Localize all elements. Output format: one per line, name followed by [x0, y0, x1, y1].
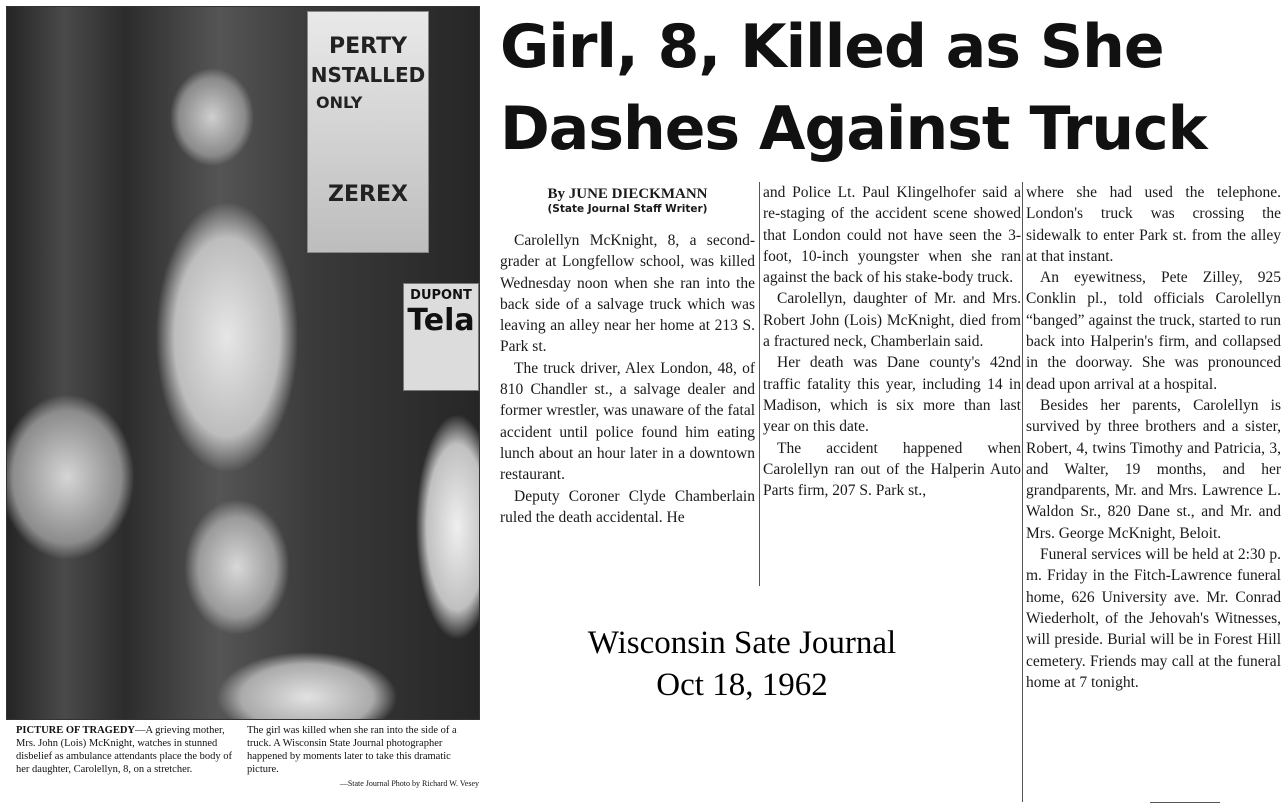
caption-text: —A grieving mother, Mrs. John (Lois) McKnight, watches in stunned disbelief as ambulance attendants place the body of her daughter, Carolellyn, 8, on a stretcher. [16, 725, 233, 775]
paragraph: Deputy Coroner Clyde Chamberlain ruled the death accidental. He [500, 487, 755, 526]
store-poster [307, 11, 429, 253]
poster-line: ZEREX [328, 182, 408, 207]
poster-line: ONLY [316, 93, 363, 112]
source-note [492, 622, 992, 706]
caption-head: PICTURE OF TRAGEDY [16, 725, 136, 736]
caption-text: The girl was killed when she ran into the side of a truck. A Wisconsin State Journal photographer happened by moments later to take this dramatic picture. [247, 725, 457, 775]
source-title: Wisconsin Sate Journal [587, 625, 897, 661]
paragraph: and Police Lt. Paul Klingelhofer said a re-staging of the accident scene showed that London could not have seen the 3-foot, 10-inch youngster when she ran against the back of his stake-body truck. [763, 184, 1021, 287]
corner-rule [1150, 802, 1220, 803]
paragraph: Besides her parents, Carolellyn is survived by three brothers and a sister, Robert, 4, twins Timothy and Patricia, 3, and Walter, 19 months, and her grandparents, Mr. and Mrs. Lawrence L. Waldon Sr., 820 Dane st., and Mr. and Mrs. George McKnight, Beloit. [1026, 396, 1281, 542]
article-column-3 [1026, 182, 1281, 693]
source-date: Oct 18, 1962 [656, 667, 828, 703]
sign-line: DUPONT [410, 288, 472, 303]
sign-line: Tela [407, 303, 475, 338]
paragraph: An eyewitness, Pete Zilley, 925 Conklin pl., told officials Carolellyn “banged” against the truck, started to run back into Halperin's firm, and collapsed in the doorway. She was pronounced dead upon arrival at a hospital. [1026, 269, 1281, 393]
photo-caption-left [16, 724, 242, 776]
article-column-2 [763, 182, 1021, 501]
paragraph: Funeral services will be held at 2:30 p. m. Friday in the Fitch-Lawrence funeral home, 626 University ave. Mr. Conrad Wiederholt, of the Jehovah's Witnesses, will preside. Burial will be in Forest Hill cemetery. Friends may call at the funeral home at 7 tonight. [1026, 546, 1281, 691]
news-photo [6, 6, 480, 720]
paragraph: where she had used the telephone. London's truck was crossing the sidewalk to enter Park st. from the alley at that instant. [1026, 184, 1281, 265]
store-sign [403, 283, 479, 391]
paragraph: Her death was Dane county's 42nd traffic fatality this year, including 14 in Madison, which is six more than last year on this date. [763, 354, 1021, 436]
headline [500, 6, 1275, 170]
photo-credit: —State Journal Photo by Richard W. Vesey [339, 779, 479, 788]
article-column-1 [500, 230, 755, 528]
poster-line: NSTALLED [310, 63, 426, 87]
paragraph: Carolellyn, daughter of Mr. and Mrs. Robert John (Lois) McKnight, died from a fractured neck, Chamberlain said. [763, 290, 1021, 351]
paragraph: Carolellyn McKnight, 8, a second-grader at Longfellow school, was killed Wednesday noon when she ran into the back side of a salvage truck which was leaving an alley near her home at 213 S. Park st. [500, 232, 755, 356]
paragraph: The accident happened when Carolellyn ran out of the Halperin Auto Parts firm, 207 S. Park st., [763, 439, 1021, 500]
byline-name: By JUNE DIECKMANN [547, 186, 708, 202]
column-rule [759, 182, 760, 586]
headline-line: Girl, 8, Killed as She [500, 12, 1164, 82]
byline [500, 186, 755, 215]
byline-role: (State Journal Staff Writer) [547, 203, 708, 215]
photo-caption-right [247, 724, 479, 790]
headline-line: Dashes Against Truck [500, 94, 1207, 164]
paragraph: The truck driver, Alex London, 48, of 810 Chandler st., a salvage dealer and former wrestler, was unaware of the fatal accident until police found him eating lunch about an hour later in a downtown restaurant. [500, 359, 755, 484]
column-rule [1022, 182, 1023, 802]
poster-line: PERTY [328, 34, 408, 59]
